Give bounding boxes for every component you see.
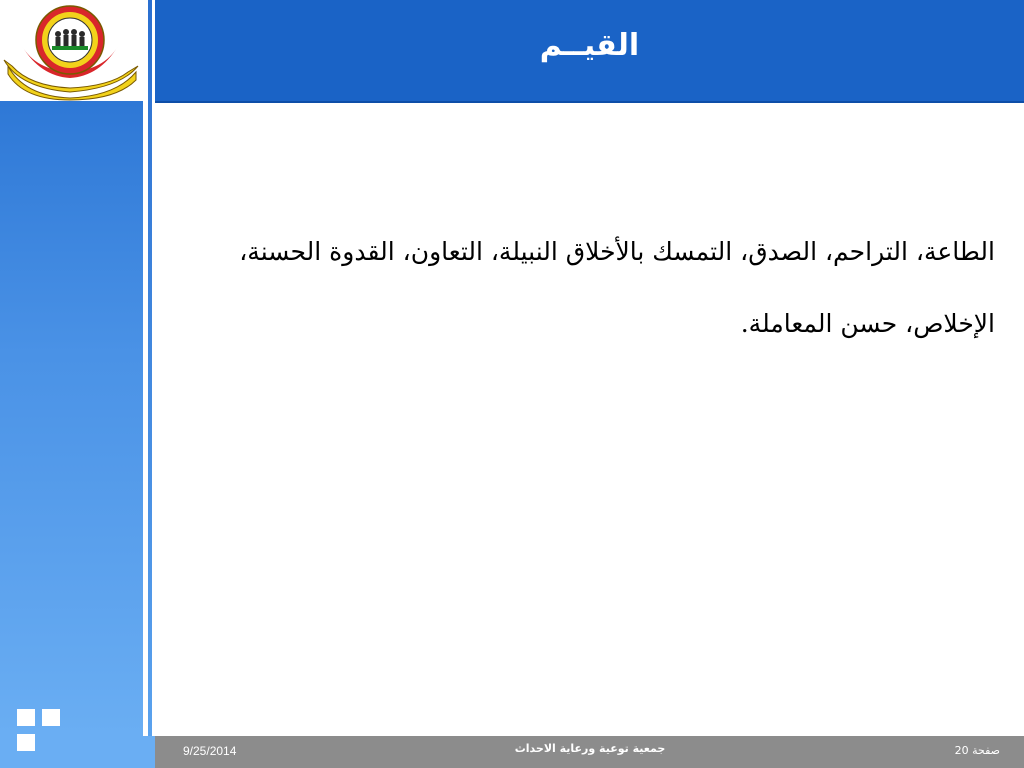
header-underline [155, 101, 1024, 103]
page-label: صفحة [972, 744, 1000, 757]
page-number: 20 [954, 744, 969, 757]
footer-date: 9/25/2014 [183, 744, 237, 758]
logo-area [0, 0, 143, 101]
organization-logo [0, 0, 143, 101]
divider [152, 0, 155, 736]
footer-page-number [930, 744, 1000, 757]
left-sidebar-band [0, 101, 143, 736]
footer-organization: جمعية توعية ورعاية الاحداث [514, 742, 666, 755]
slide-title: القيــم [539, 28, 640, 63]
slide-body-text: الطاعة، التراحم، الصدق، التمسك بالأخلاق النبيلة، التعاون، القدوة الحسنة، الإخلاص، حسن المعاملة. [239, 237, 995, 338]
